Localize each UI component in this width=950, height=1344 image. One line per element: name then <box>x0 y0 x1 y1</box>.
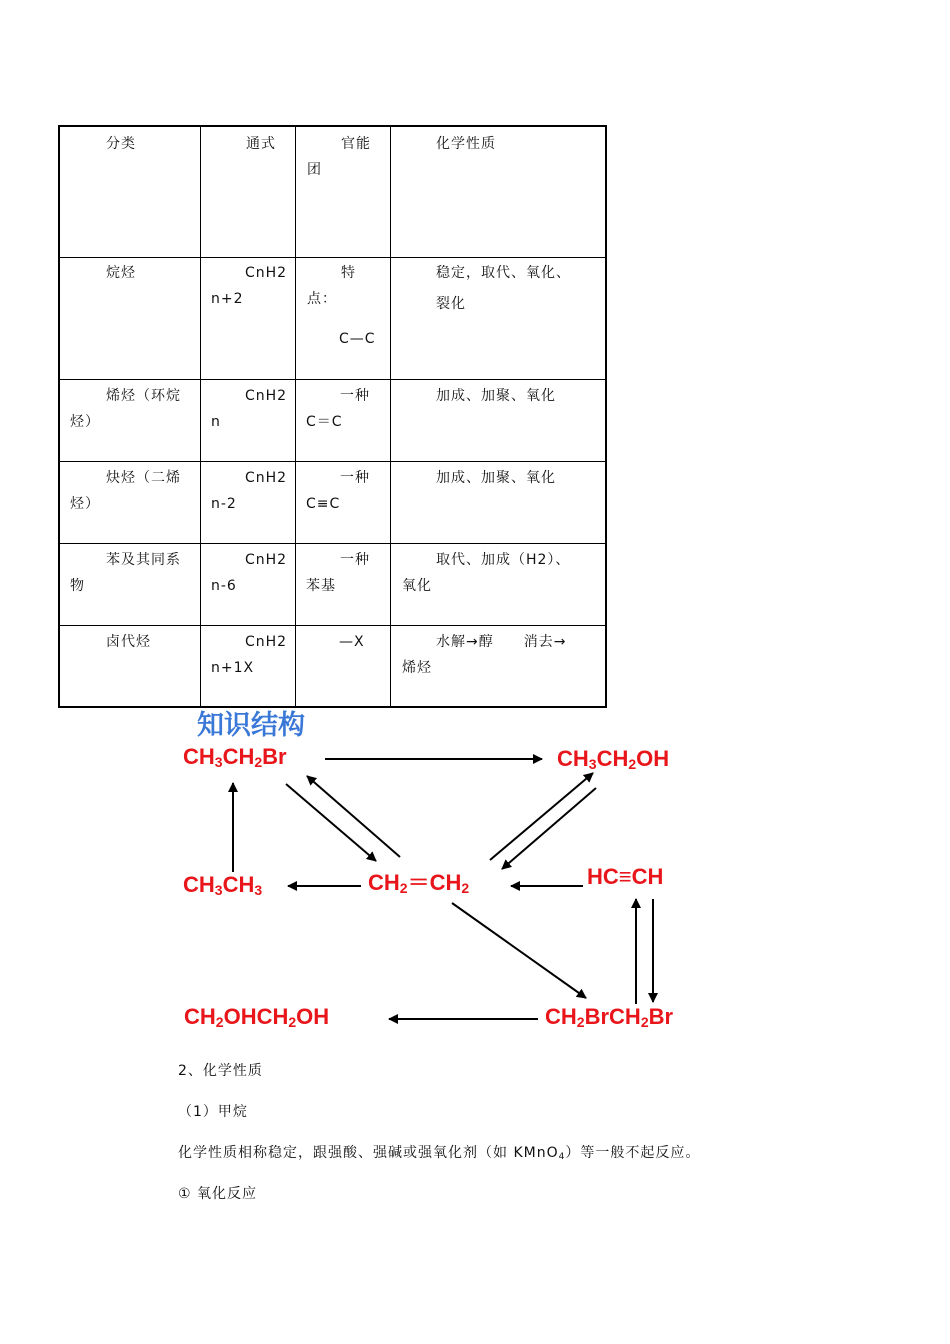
header-formula: 通式 <box>246 136 276 152</box>
arrow-ethene-to-bromoethane <box>307 776 400 857</box>
paragraph-methane: 化学性质相称稳定，跟强酸、强碱或强氧化剂（如 KMnO$_4$）等一般不起反应。 <box>178 1145 701 1162</box>
row-alkyne-props: 加成、加聚、氧化 <box>436 470 556 486</box>
row-benzene-formula: CnH2 n-6 <box>211 552 288 594</box>
row-haloalkane-formula: CnH2 n+1X <box>211 634 288 676</box>
row-alkene-formula: CnH2 n <box>211 388 288 430</box>
header-properties: 化学性质 <box>436 136 496 152</box>
node-ethene: $CH_2=CH_2$ <box>368 870 470 896</box>
node-dibromoethane: $CH_2BrCH_2Br$ <box>545 1004 674 1030</box>
subsection-heading: （1）甲烷 <box>178 1104 248 1120</box>
row-alkyne-group: 一种 C≡C <box>306 470 370 512</box>
row-benzene-props: 取代、加成（H2）、 氧化 <box>402 552 571 594</box>
section-heading: 2、化学性质 <box>178 1063 263 1079</box>
row-alkane-props: 稳定，取代、氧化、 裂化 <box>436 265 571 312</box>
row-alkane-class: 烷烃 <box>106 265 136 281</box>
node-bromoethane: $CH_3CH_2Br$ <box>183 744 287 770</box>
arrow-ethanol-to-ethene <box>502 788 596 869</box>
row-haloalkane-group: —X <box>339 634 365 650</box>
row-alkyne-formula: CnH2 n-2 <box>211 470 288 512</box>
row-benzene-class: 苯及其同系 物 <box>70 552 181 594</box>
arrow-ethene-to-dibromoethane <box>452 903 586 998</box>
row-alkene-group: 一种 C＝C <box>306 388 370 430</box>
header-classification: 分类 <box>106 136 136 152</box>
row-haloalkane-class: 卤代烃 <box>106 634 151 650</box>
row-alkane-group: 特 点： C—C <box>307 265 376 347</box>
node-ethane: $CH_3CH_3$ <box>183 872 263 898</box>
node-ethanol: $CH_3CH_2OH$ <box>557 746 670 772</box>
arrow-ethene-to-ethanol <box>490 773 593 860</box>
node-ethyne: HC≡CH <box>587 864 664 889</box>
row-alkene-class: 烯烃（环烷 烃） <box>70 388 181 430</box>
diagram-title: 知识结构 <box>197 710 305 741</box>
row-haloalkane-props: 水解→醇 消去→ 烯烃 <box>402 634 567 676</box>
arrow-bromoethane-to-ethene <box>286 784 376 861</box>
header-functional-group: 官能 团 <box>307 136 371 178</box>
row-alkane-formula: CnH2 n+2 <box>211 265 288 307</box>
row-alkene-props: 加成、加聚、氧化 <box>436 388 556 404</box>
row-benzene-group: 一种 苯基 <box>306 552 370 594</box>
list-item-oxidation: ① 氧化反应 <box>178 1186 258 1202</box>
row-alkyne-class: 炔烃（二烯 烃） <box>70 470 181 512</box>
node-glycol: $CH_2OHCH_2OH$ <box>184 1004 330 1030</box>
